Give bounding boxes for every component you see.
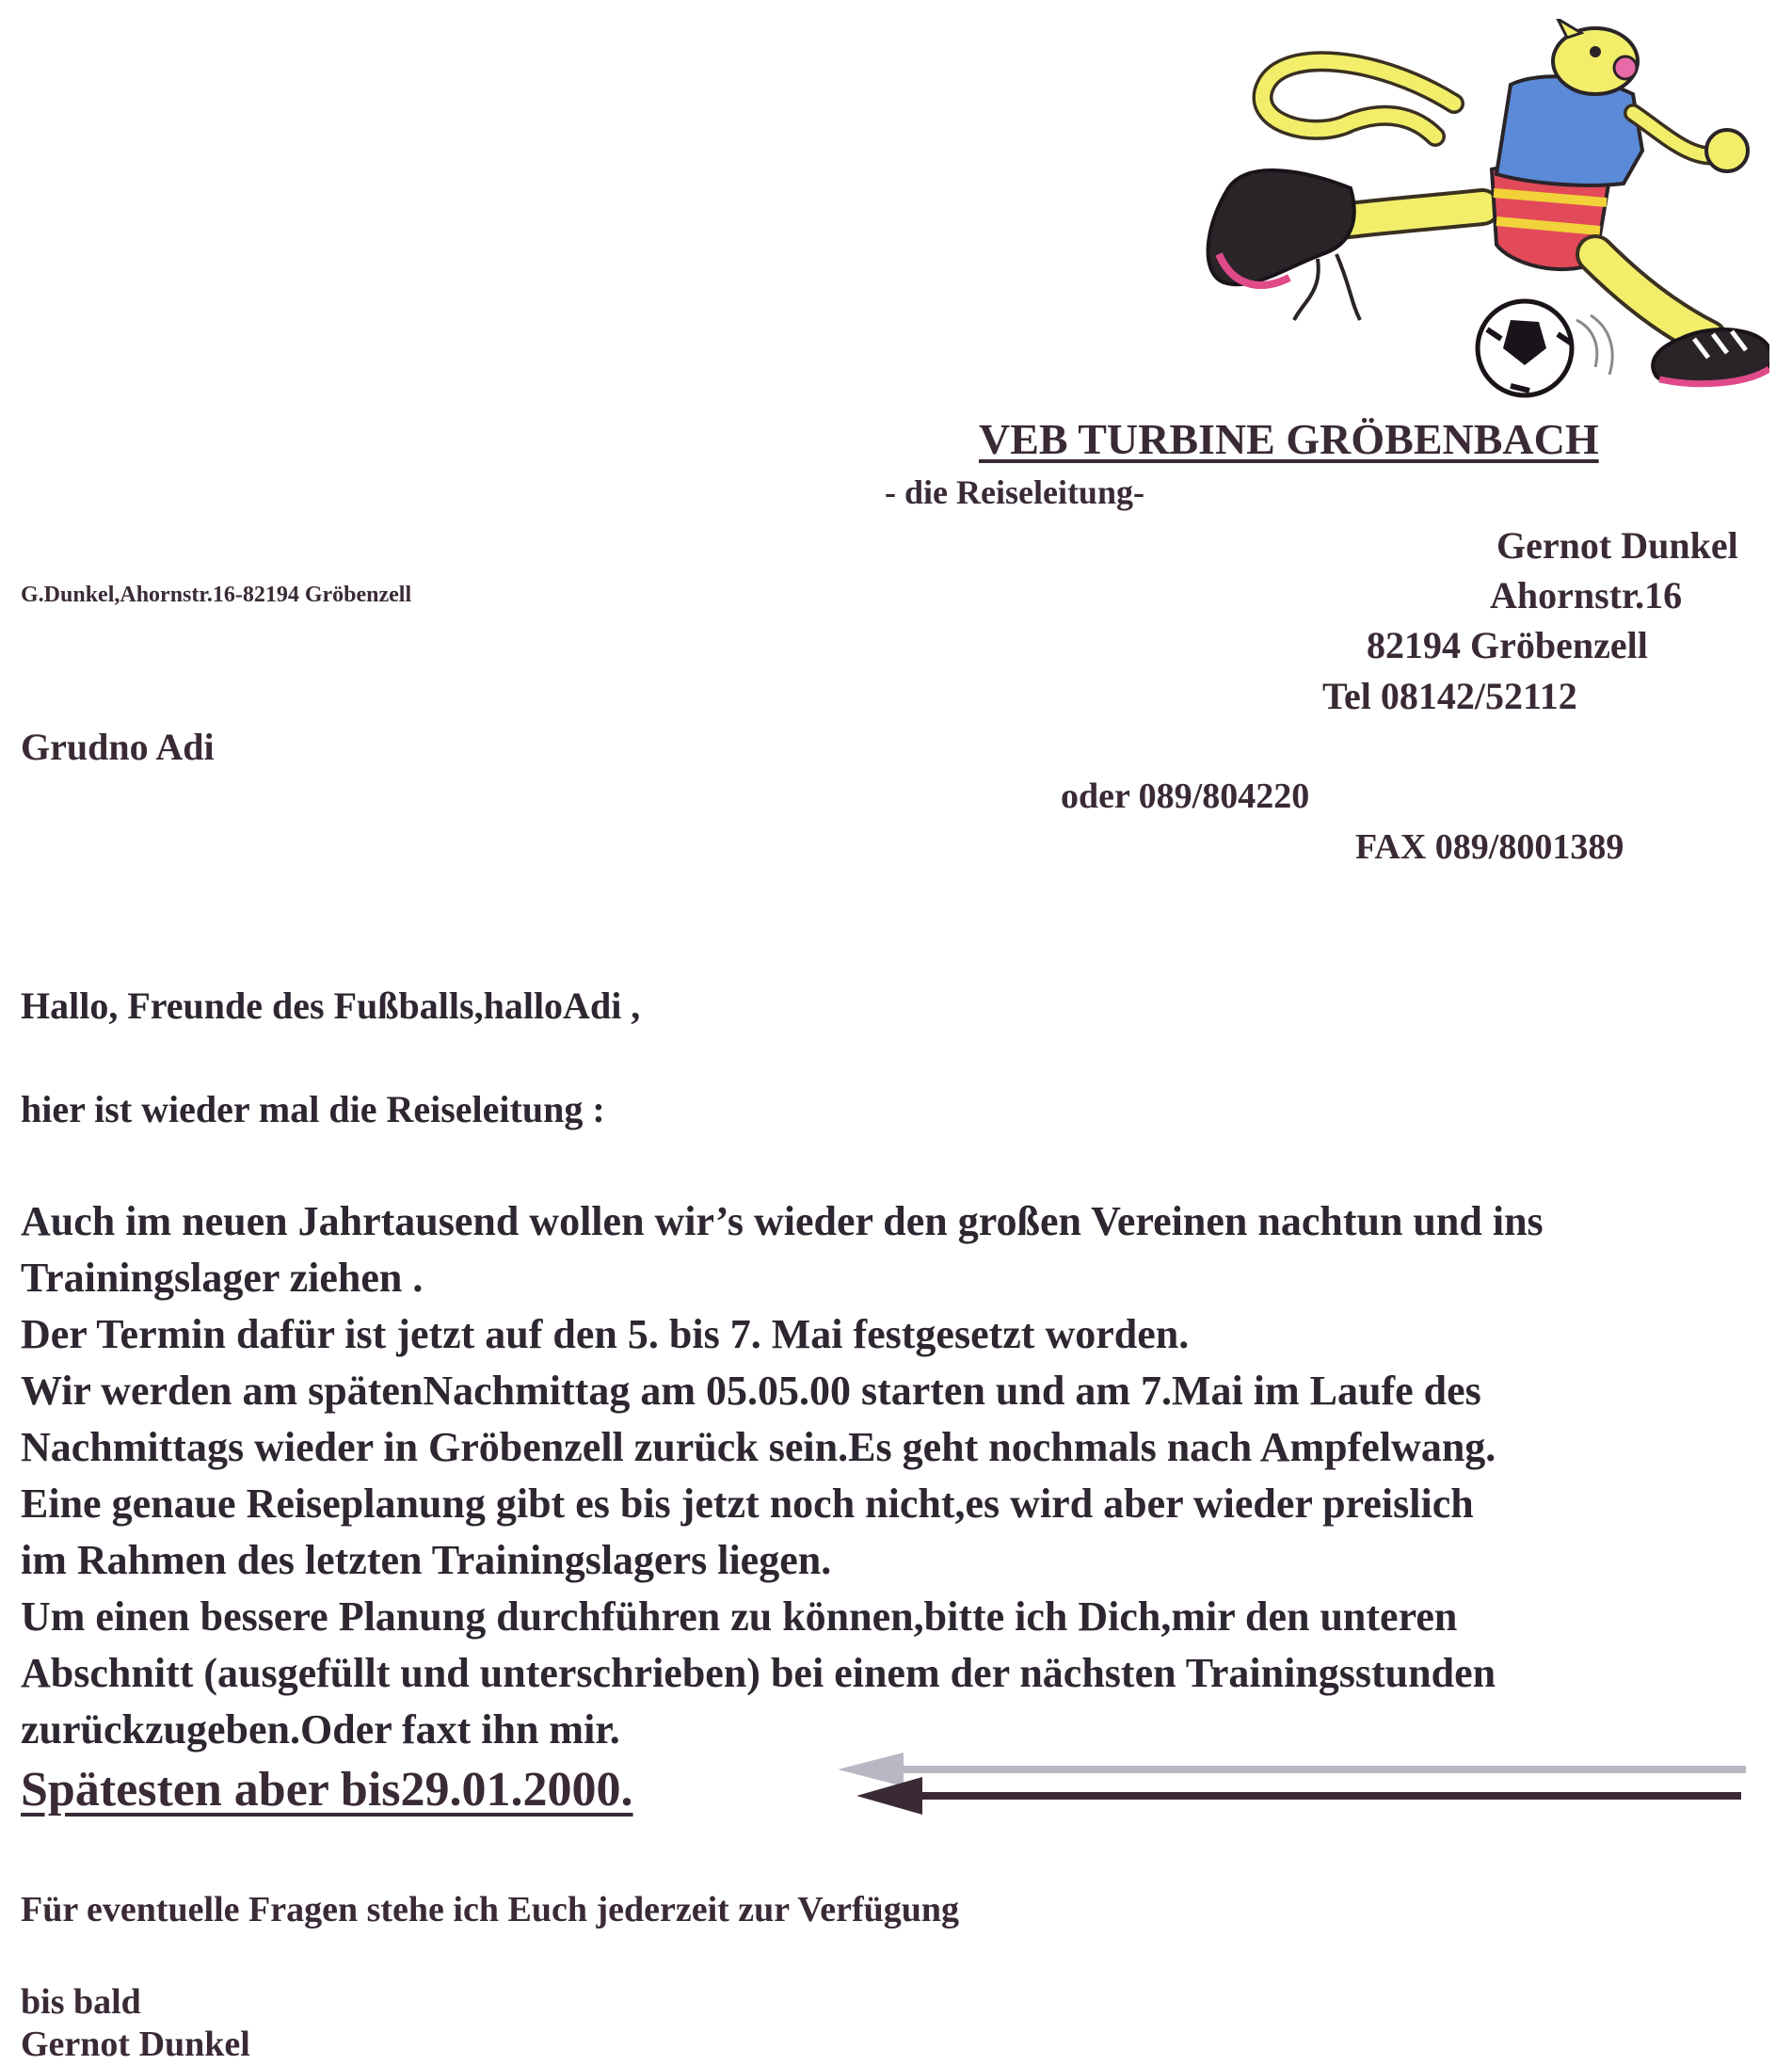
greeting: Hallo, Freunde des Fußballs,halloAdi , — [21, 984, 641, 1027]
body-line: Um einen bessere Planung durchführen zu können,bitte ich Dich,mir den unteren — [21, 1593, 1458, 1640]
club-subtitle: - die Reiseleitung- — [885, 473, 1144, 511]
recipient-name: Grudno Adi — [21, 726, 215, 768]
body-line: im Rahmen des letzten Trainingslagers liegen. — [21, 1537, 832, 1583]
body-line: Eine genaue Reiseplanung gibt es bis jetzt noch nicht,es wird aber wieder preislich — [21, 1481, 1474, 1527]
club-name: VEB TURBINE GRÖBENBACH — [979, 415, 1599, 463]
sender-city: 82194 Gröbenzell — [1367, 624, 1648, 666]
sender-street: Ahornstr.16 — [1490, 574, 1683, 616]
deadline-note: Spätesten aber bis29.01.2000. — [21, 1763, 633, 1817]
sender-name: Gernot Dunkel — [1496, 524, 1738, 567]
sender-alt-phone: oder 089/804220 — [1061, 776, 1310, 816]
left-arrow-icon — [828, 1751, 1751, 1826]
body-line: Der Termin dafür ist jetzt auf den 5. bis 7. Mai festgesetzt worden. — [21, 1311, 1190, 1357]
sender-fax: FAX 089/8001389 — [1355, 827, 1624, 867]
body-line: Nachmittags wieder in Gröbenzell zurück sein.Es geht nochmals nach Ampfelwang. — [21, 1424, 1496, 1470]
football-mascot-logo-icon — [1068, 19, 1769, 419]
body-paragraph — [21, 1193, 1781, 1758]
closing-line: bis bald — [21, 1982, 141, 2022]
body-line: Trainingslager ziehen . — [21, 1255, 424, 1301]
return-address-line: G.Dunkel,Ahornstr.16-82194 Gröbenzell — [21, 583, 412, 607]
sender-tel: Tel 08142/52112 — [1322, 675, 1577, 717]
body-line: Wir werden am spätenNachmittag am 05.05.00 starten und am 7.Mai im Laufe des — [21, 1368, 1481, 1414]
questions-line: Für eventuelle Fragen stehe ich Euch jederzeit zur Verfügung — [21, 1890, 960, 1929]
body-line: Auch im neuen Jahrtausend wollen wir’s wieder den großen Vereinen nachtun und ins — [21, 1198, 1544, 1244]
intro-line: hier ist wieder mal die Reiseleitung : — [21, 1088, 605, 1130]
body-line: zurückzugeben.Oder faxt ihn mir. — [21, 1706, 620, 1753]
signature: Gernot Dunkel — [21, 2025, 250, 2064]
body-line: Abschnitt (ausgefüllt und unterschrieben) bei einem der nächsten Trainingsstunden — [21, 1650, 1496, 1696]
